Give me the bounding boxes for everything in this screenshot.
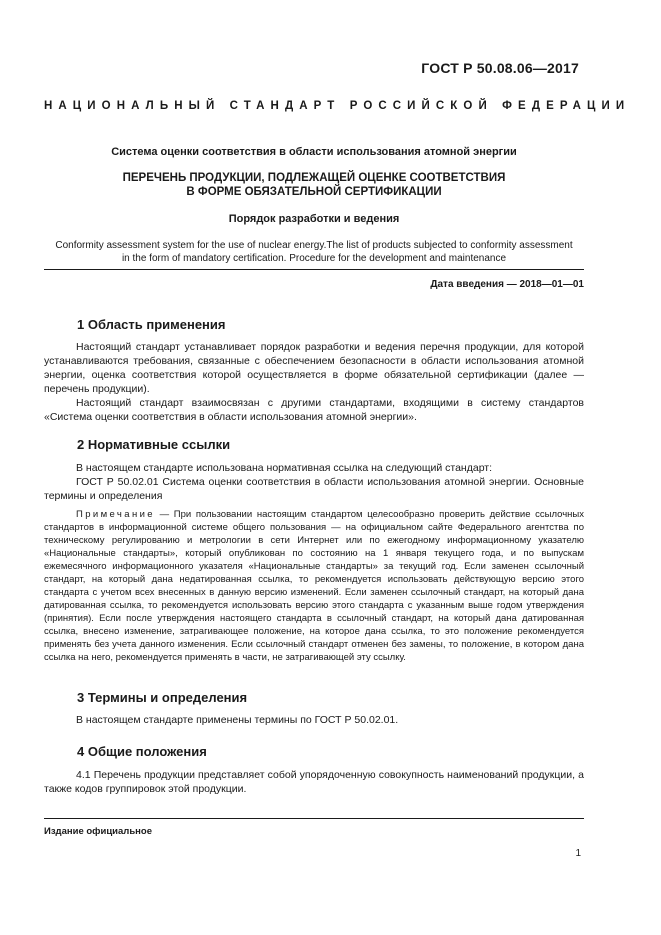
document-title: [44, 171, 584, 199]
document-code: ГОСТ Р 50.08.06—2017: [421, 60, 579, 76]
title-divider: [44, 269, 584, 270]
section-heading-scope: 1 Область применения: [77, 317, 226, 332]
section-body-general: [44, 768, 584, 796]
section-heading-terms: 3 Термины и определения: [77, 690, 248, 705]
footer-divider: [44, 818, 584, 819]
note-text: — При пользовании настоящим стандартом целесообразно проверить действие ссылочных стандартов в информационной системе общего пользования — на официальном сайте Федерального агентства по техническому регулированию и метрологии в сети Интернет или по ежегодному информационному указателю «Национальные стандарты», который опубликован по состоянию на 1 января текущего года, и по выпускам ежемесячного информационного указателя «Национальные стандарты» за текущий год. Если заменен ссылочный стандарт, на который дана недатированная ссылка, то рекомендуется использовать действующую версию этого стандарта с учетом всех внесенных в данную версию изменений. Если заменен ссылочный стандарт, на который дана датированная ссылка, то рекомендуется использовать версию этого стандарта с указанным выше годом утверждения (принятия). Если после утверждения настоящего стандарта в ссылочный стандарт, на который дана датированная ссылка, внесено изменение, затрагивающее положение, на которое дана ссылка, то это положение рекомендуется применять без учета данного изменения. Если ссылочный стандарт отменен без замены, то положение, в котором дана ссылка на него, рекомендуется применять в части, не затрагивающей эту ссылку.: [44, 509, 584, 663]
document-title-line-2: В ФОРМЕ ОБЯЗАТЕЛЬНОЙ СЕРТИФИКАЦИИ: [186, 186, 442, 198]
paragraph: Настоящий стандарт взаимосвязан с другими стандартами, входящими в систему стандартов «Система оценки соответствия в области использования атомной энергии».: [44, 397, 584, 423]
paragraph: В настоящем стандарте использована нормативная ссылка на следующий стандарт:: [76, 462, 493, 474]
introduction-date: Дата введения — 2018—01—01: [430, 279, 584, 290]
system-title: Система оценки соответствия в области использования атомной энергии: [111, 146, 517, 158]
official-edition-label: Издание официальное: [44, 826, 152, 837]
paragraph: В настоящем стандарте применены термины по ГОСТ Р 50.02.01.: [76, 714, 399, 726]
english-title-line-1: Conformity assessment system for the use of nuclear energy.The list of products subjected to conformity assessment: [55, 240, 573, 251]
section-body-normative-references: [44, 461, 584, 503]
section-body-terms: [44, 713, 584, 727]
national-standard-banner: НАЦИОНАЛЬНЫЙ СТАНДАРТ РОССИЙСКОЙ ФЕДЕРАЦИИ: [44, 100, 631, 112]
section-body-scope: [44, 340, 584, 424]
paragraph: Настоящий стандарт устанавливает порядок разработки и ведения перечня продукции, для которой устанавливаются требования, связанные с обеспечением безопасности в области использования атомной энергии, оценка соответствия которой осуществляется в форме обязательной сертификации (далее — перечень продукции).: [44, 341, 584, 395]
section-heading-normative-references: 2 Нормативные ссылки: [77, 437, 231, 452]
page-number: 1: [575, 848, 581, 859]
note-label: Примечание: [76, 509, 155, 520]
document-title-line-1: ПЕРЕЧЕНЬ ПРОДУКЦИИ, ПОДЛЕЖАЩЕЙ ОЦЕНКЕ СООТВЕТСТВИЯ: [122, 172, 506, 184]
document-subtitle: Порядок разработки и ведения: [228, 213, 400, 225]
reference-entry: ГОСТ Р 50.02.01 Система оценки соответствия в области использования атомной энергии. Основные термины и определения: [44, 476, 584, 502]
english-title: [44, 239, 584, 265]
section-heading-general: 4 Общие положения: [77, 744, 207, 759]
paragraph: 4.1 Перечень продукции представляет собой упорядоченную совокупность наименований продукции, а также кодов группировок этой продукции.: [44, 769, 584, 795]
note-block: [44, 508, 584, 664]
english-title-line-2: in the form of mandatory certification. Procedure for the development and maintenance: [121, 253, 507, 264]
